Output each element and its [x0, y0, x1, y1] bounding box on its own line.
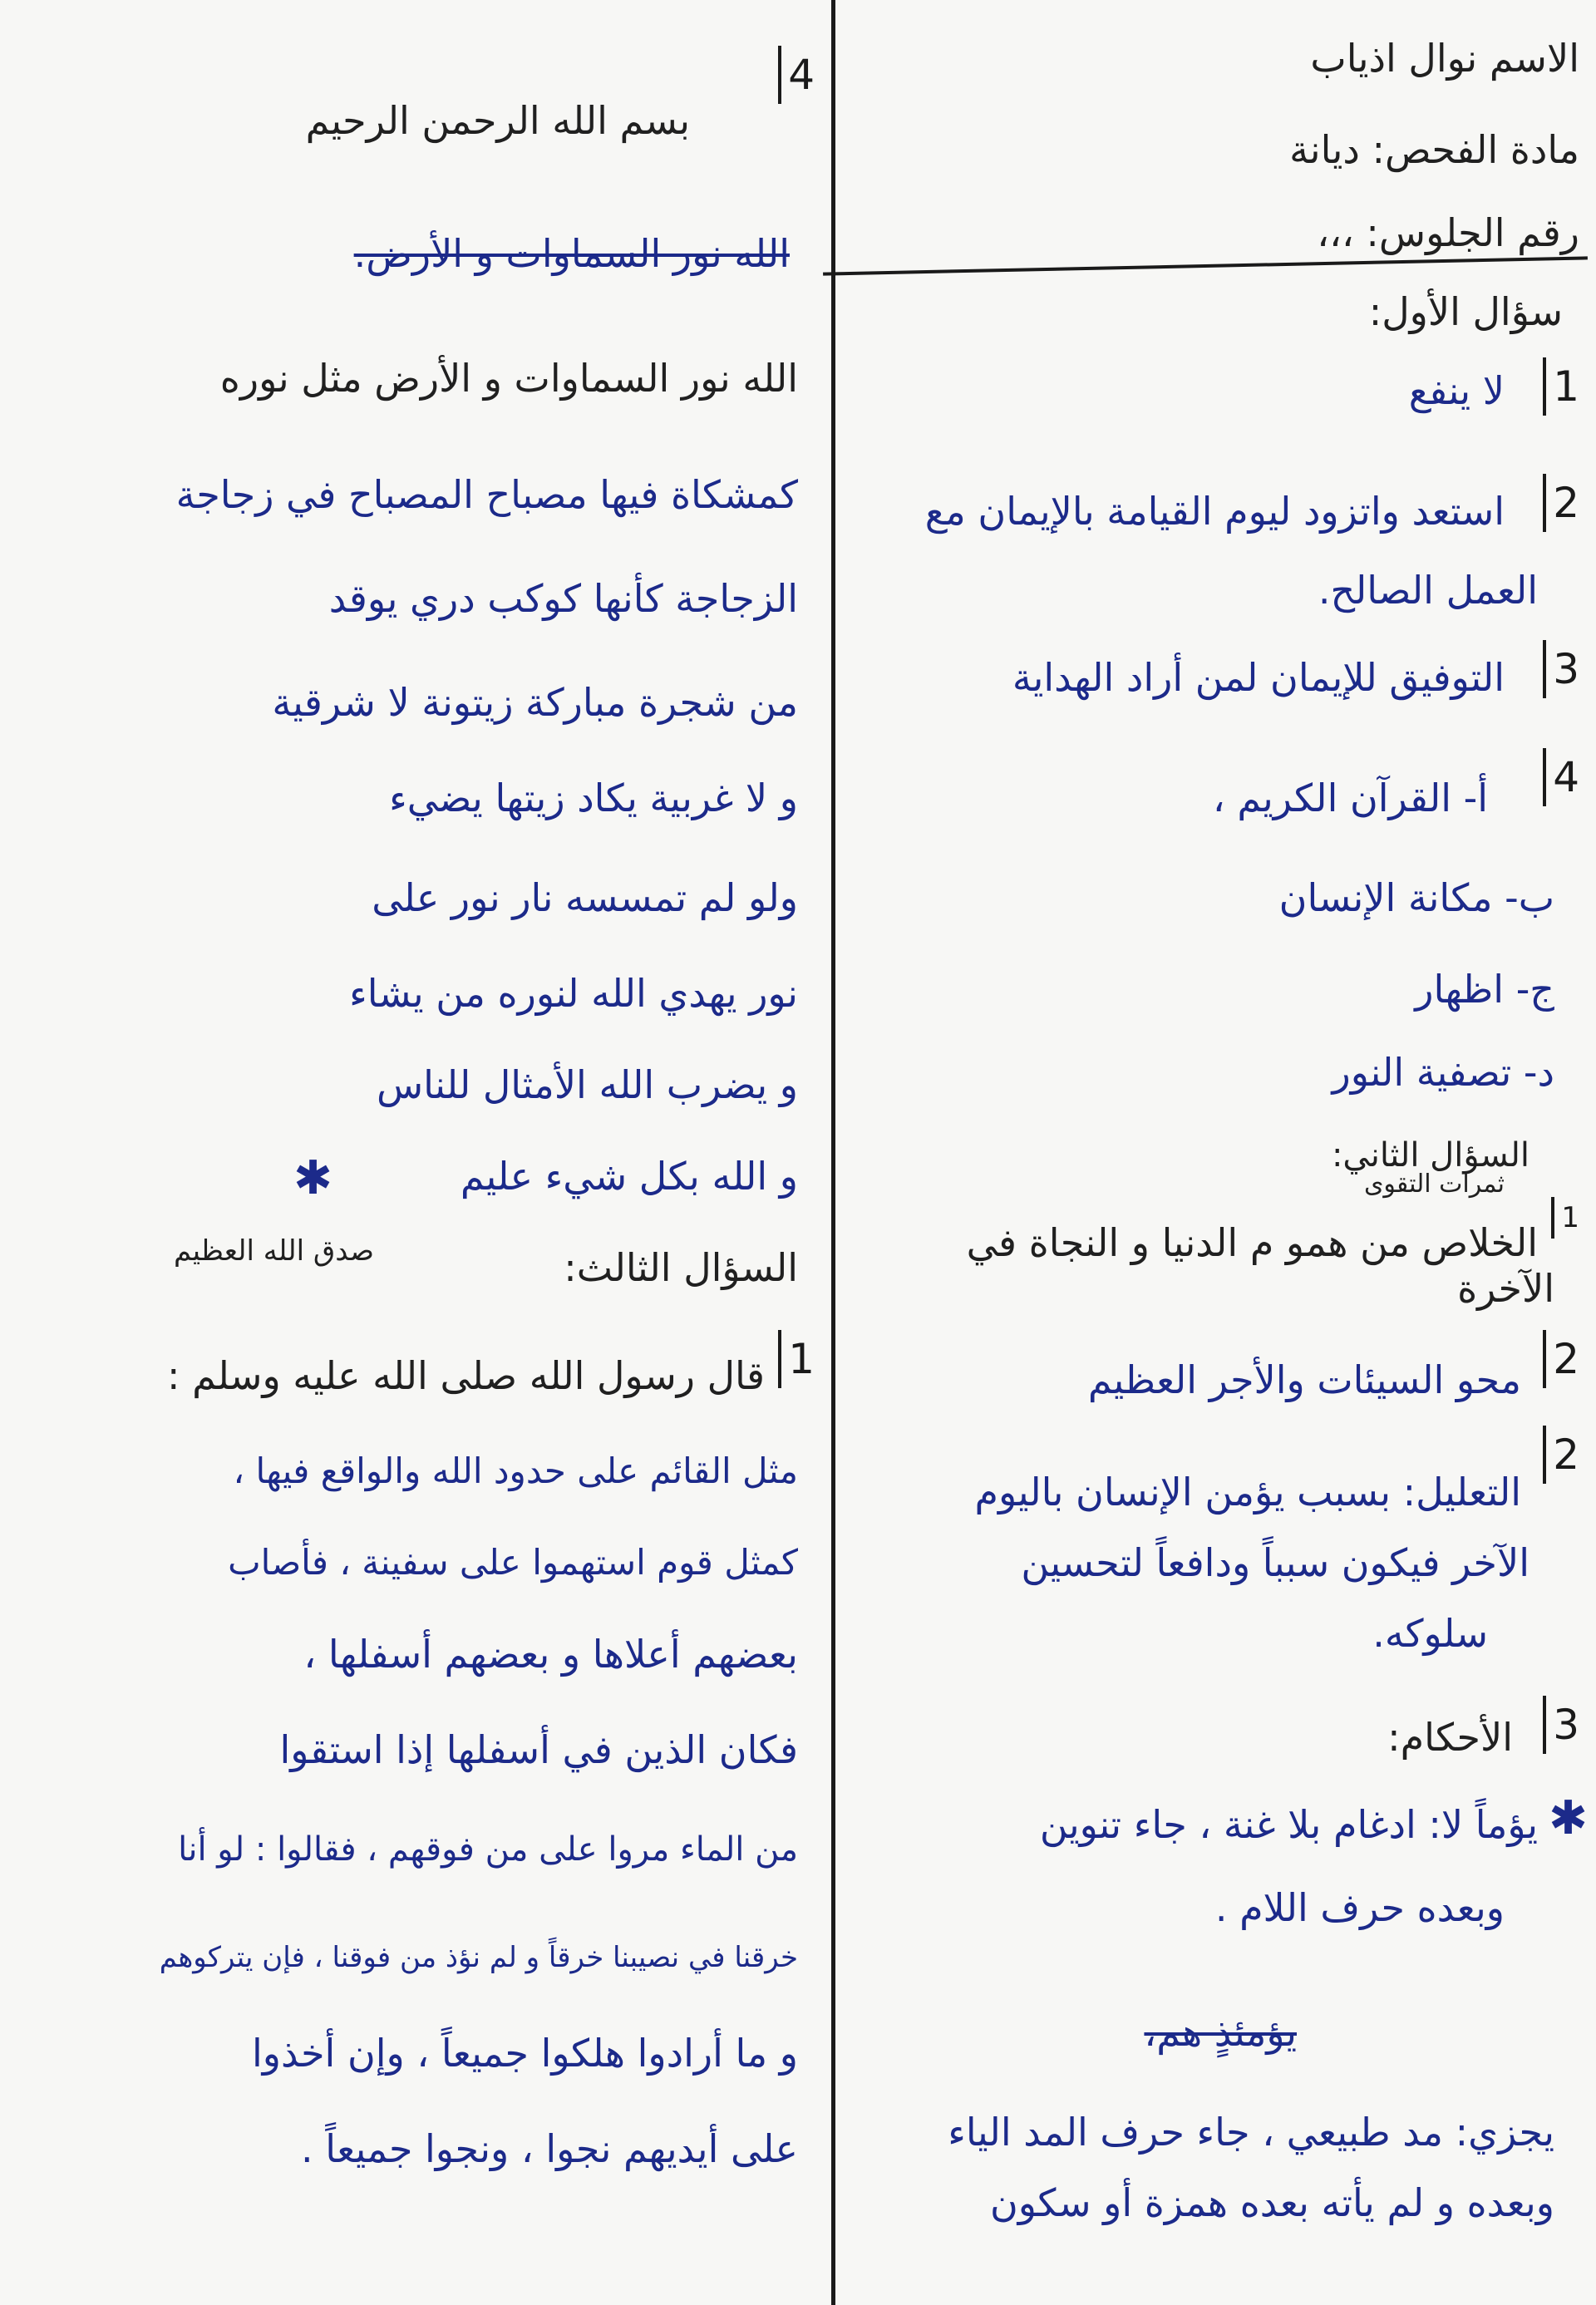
verse-line-1: الله نور السماوات و الأرض مثل نوره	[219, 356, 798, 401]
hadith-line-3: كمثل قوم استهموا على سفينة ، فأصاب	[228, 1542, 798, 1583]
basmala: بسم الله الرحمن الرحيم	[305, 98, 690, 143]
q1-a4-number: 4	[1543, 748, 1579, 806]
exam-subject: مادة الفحص: ديانة	[1289, 127, 1579, 172]
verse-line-9: و الله بكل شيء عليم	[460, 1154, 798, 1199]
q2-a3-line-3: سلوكه.	[1372, 1611, 1488, 1656]
q2-subtitle: ثمرات التقوى	[1363, 1170, 1505, 1199]
q2-a1-line-1: الخلاص من همو م الدنيا و النجاة في	[966, 1220, 1538, 1265]
q1-a3-line-1: التوفيق للإيمان لمن أراد الهداية	[1012, 655, 1505, 700]
tajweed-line-3: يؤمئذٍ هم،	[1144, 2010, 1297, 2055]
sadaq-line: صدق الله العظيم	[174, 1234, 374, 1268]
hadith-line-4: بعضهم أعلاها و بعضهم أسفلها ،	[303, 1632, 798, 1677]
verse-star-mark: ✱	[293, 1151, 332, 1205]
left-column	[17, 0, 815, 2305]
hadith-line-8: و ما أرادوا هلكوا جميعاً ، وإن أخذوا	[251, 2031, 798, 2076]
q1-a4-line-4: د- تصفية النور	[1332, 1050, 1554, 1095]
right-column	[840, 0, 1588, 2305]
verse-line-2: كمشكاة فيها مصباح المصباح في زجاجة	[175, 472, 798, 517]
q2-a4-line-1: الأحكام:	[1387, 1715, 1513, 1760]
tajweed-line-5: وبعده و لم يأته بعده همزة أو سكون	[990, 2180, 1554, 2225]
q1-a1-line-1: لا ينفع	[1408, 368, 1505, 413]
verse-line-3: الزجاجة كأنها كوكب دري يوقد	[328, 576, 798, 621]
q1-title: سؤال الأول:	[1368, 289, 1563, 334]
q2-a4-number: 3	[1543, 1696, 1579, 1754]
q2-a1-number: 1	[1551, 1197, 1579, 1239]
q1-a1-number: 1	[1543, 357, 1579, 416]
q2-a3-line-1: التعليل: بسبب يؤمن الإنسان باليوم	[974, 1470, 1521, 1515]
q1-a3-number: 3	[1543, 640, 1579, 698]
q2-a3-line-2: الآخر فيكون سبباً ودافعاً لتحسين	[1021, 1540, 1530, 1585]
hadith-line-2: مثل القائم على حدود الله والواقع فيها ،	[233, 1450, 798, 1491]
q2-title: السؤال الثاني:	[1331, 1136, 1530, 1175]
hadith-line-6: من الماء مروا على من فوقهم ، فقالوا : لو أنا	[178, 1830, 798, 1869]
q4-number: 4	[778, 46, 815, 104]
hadith-line-9: على أيديهم نجوا ، ونجوا جميعاً .	[301, 2126, 798, 2171]
tajweed-line-4: يجزي: مد طبيعي ، جاء حرف المد الياء	[948, 2110, 1554, 2155]
q3-number: 1	[778, 1330, 815, 1388]
q1-a4-line-1: أ- القرآن الكريم ،	[1212, 776, 1488, 820]
q1-a4-line-2: ب- مكانة الإنسان	[1278, 875, 1554, 920]
crossed-out-line: الله نور السماوات و الأرض.	[353, 231, 790, 276]
q1-a2-line-1: استعد واتزود ليوم القيامة بالإيمان مع	[924, 489, 1505, 534]
tajweed-line-1: يؤماً لا: ادغام بلا غنة ، جاء تنوين	[1039, 1802, 1538, 1847]
verse-line-4: من شجرة مباركة زيتونة لا شرقية	[272, 680, 798, 725]
q2-a2-number: 2	[1543, 1330, 1579, 1388]
star-mark: ✱	[1549, 1791, 1588, 1845]
student-name: الاسم نوال اذياب	[1310, 36, 1579, 81]
q1-a4-line-3: ج- اظهار	[1415, 967, 1554, 1012]
hadith-line-7: خرقنا في نصيبنا خرقاً و لم نؤذ من فوقنا ، فإن يتركوهم	[159, 1941, 798, 1974]
q1-a2-line-2: العمل الصالح.	[1318, 568, 1538, 613]
verse-line-5: و لا غربية يكاد زيتها يضيء	[389, 776, 798, 820]
q2-a2-line-1: محو السيئات والأجر العظيم	[1087, 1357, 1521, 1402]
hadith-line-1: قال رسول الله صلى الله عليه وسلم :	[166, 1353, 765, 1398]
q3-title: السؤال الثالث:	[564, 1245, 798, 1290]
tajweed-line-2: وبعده حرف اللام .	[1214, 1885, 1505, 1930]
verse-line-7: نور يهدي الله لنوره من يشاء	[349, 971, 798, 1016]
seat-number: رقم الجلوس: ،،،	[1317, 210, 1579, 255]
q2-a3-number: 2	[1543, 1426, 1579, 1484]
q1-a2-number: 2	[1543, 474, 1579, 532]
verse-line-6: ولو لم تمسسه نار نور على	[372, 875, 798, 920]
hadith-line-5: فكان الذين في أسفلها إذا استقوا	[279, 1727, 798, 1772]
column-divider	[831, 0, 835, 2305]
q2-a1-line-2: الآخرة	[1457, 1266, 1554, 1311]
verse-line-8: و يضرب الله الأمثال للناس	[376, 1062, 798, 1107]
